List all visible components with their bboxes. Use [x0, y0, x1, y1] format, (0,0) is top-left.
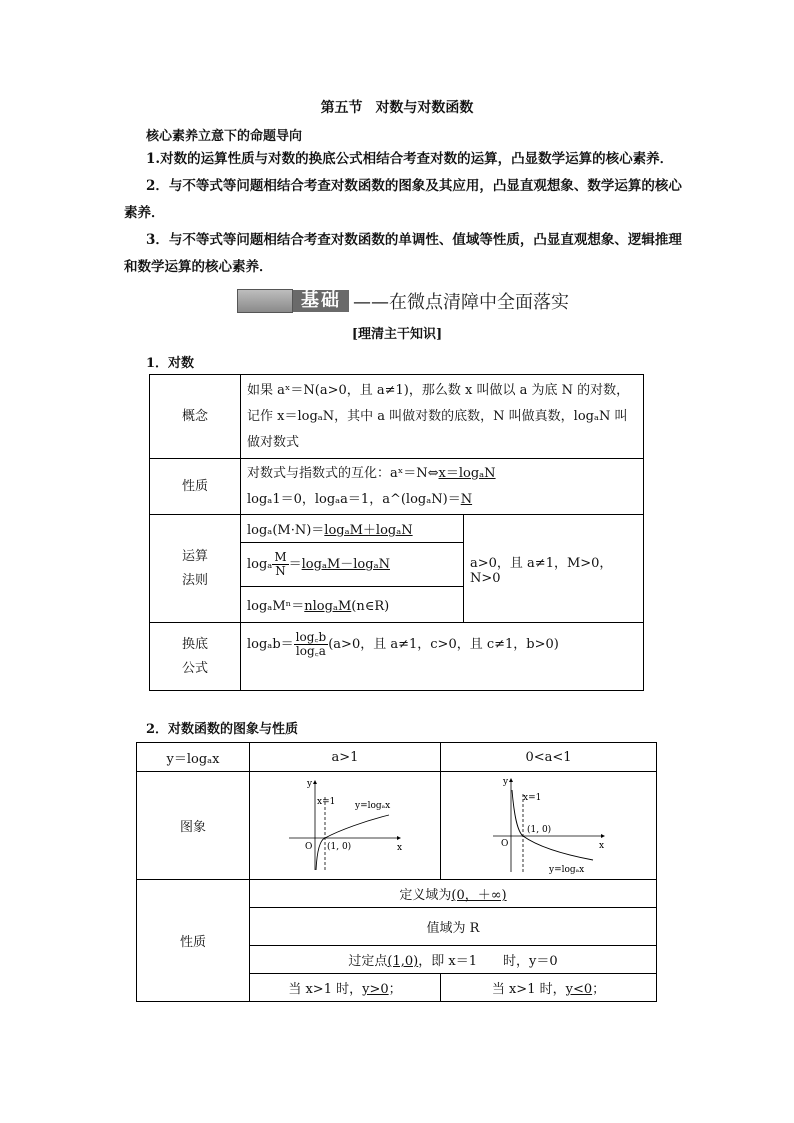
graph-a-gt-1 — [250, 772, 441, 880]
concept-line-2: 记作 x＝logₐN，其中 a 叫做对数的底数，N 叫做真数，logₐN 叫 — [247, 408, 628, 424]
point-answer: (1,0) — [387, 954, 419, 969]
property-line1: 对数式与指数式的互化：aˣ＝N⇔ — [247, 465, 439, 481]
rule2-eq: ＝ — [288, 557, 302, 572]
property-answer1: x＝logₐN — [438, 465, 496, 481]
graph-a-y: y — [307, 778, 313, 789]
gt1-row-b: 当 x>1 时，y<0； — [441, 974, 657, 1002]
rule-1 — [241, 515, 464, 543]
gt1-prefix-a: 当 x>1 时， — [288, 982, 363, 997]
graph-a-curve: y=logₐx — [355, 800, 391, 811]
rules-label — [150, 515, 241, 623]
concept-cell — [241, 375, 644, 459]
change-formula — [241, 623, 644, 691]
concept-label: 概念 — [150, 375, 241, 459]
range-row: 值域为 R — [250, 908, 657, 946]
change-fraction — [294, 631, 329, 658]
rule1-answer: logₐM＋logₐN — [324, 523, 413, 538]
concept-line-1: 如果 aˣ＝N(a>0，且 a≠1)，那么数 x 叫做以 a 为底 N 的对数， — [247, 382, 630, 398]
core-item-1: 1.对数的运算性质与对数的换底公式相结合考查对数的运算，凸显数学运算的核心素养． — [146, 151, 674, 167]
core-heading: 核心素养立意下的命题导向 — [146, 129, 303, 144]
point-suffix: ，即 x＝1 时，y＝0 — [418, 954, 558, 969]
rules-condition: a>0，且 a≠1，M>0，N>0 — [464, 515, 644, 623]
col-a-gt-1: a>1 — [250, 743, 441, 772]
props-label: 性质 — [137, 880, 250, 1002]
banner-bar — [237, 289, 293, 313]
gt1-answer-b: y<0 — [565, 982, 593, 997]
col-a-lt-1: 0<a<1 — [441, 743, 657, 772]
graph-a-origin: O — [305, 841, 313, 852]
property-answer2: N — [460, 491, 473, 507]
rule1-prefix: logₐ(M·N)＝ — [247, 523, 325, 538]
log-table — [149, 374, 644, 691]
section2-heading: 2．对数函数的图象与性质 — [146, 722, 299, 737]
change-label-2: 公式 — [181, 660, 208, 676]
rule2-num: M — [274, 550, 287, 564]
graph-a-x: x — [397, 842, 403, 853]
rules-label-2: 法则 — [181, 572, 208, 588]
change-cond: (a>0，且 a≠1，c>0，且 c≠1，b>0) — [328, 637, 559, 652]
rule2-answer: logₐM－logₐN — [301, 557, 390, 572]
section-number: 第五节 — [320, 100, 363, 116]
rule-3 — [241, 587, 464, 623]
core-item-2: 2．与不等式等问题相结合考查对数函数的图象及其应用，凸显直观想象、数学运算的核心素养． — [124, 178, 682, 221]
change-lhs: logₐb＝ — [247, 637, 294, 652]
change-label-1: 换底 — [181, 636, 208, 652]
subheading: [理清主干知识] — [351, 327, 443, 342]
graph-b-y: y — [502, 776, 508, 787]
banner-label: 基础 — [293, 290, 349, 312]
graph-b-origin: O — [500, 838, 508, 849]
graph-a-point: (1, 0) — [327, 841, 352, 852]
concept-line-3: 做对数式 — [247, 434, 300, 450]
gt1-answer-a: y>0 — [362, 982, 389, 997]
section-banner — [237, 289, 569, 313]
property-label: 性质 — [150, 459, 241, 515]
graph-a-line: x=1 — [317, 796, 336, 807]
domain-row — [250, 880, 657, 908]
property-line2: logₐ1＝0，logₐa＝1，a^(logₐN)＝ — [247, 491, 461, 507]
rule2-log: logₐ — [247, 557, 273, 572]
graph-b-x: x — [598, 840, 604, 851]
property-cell — [241, 459, 644, 515]
domain-prefix: 定义域为 — [399, 888, 452, 903]
banner-subtitle: ——在微点清障中全面落实 — [353, 292, 569, 313]
change-label — [150, 623, 241, 691]
section-topic: 对数与对数函数 — [375, 100, 474, 116]
domain-answer: (0，＋∞) — [451, 888, 507, 903]
rule2-den: N — [275, 564, 286, 578]
graph-b-line: x=1 — [522, 792, 541, 803]
col-func: y＝logₐx — [137, 743, 250, 772]
page-title — [0, 97, 794, 117]
rule-2 — [241, 543, 464, 587]
rules-label-1: 运算 — [181, 548, 208, 564]
rule2-fraction — [272, 551, 288, 578]
change-num: log꜀b — [295, 630, 327, 644]
change-den: log꜀a — [295, 644, 326, 658]
graph-label: 图象 — [137, 772, 250, 880]
gt1-prefix-b: 当 x>1 时， — [491, 982, 566, 997]
core-item-3: 3．与不等式等问题相结合考查对数函数的单调性、值域等性质，凸显直观想象、逻辑推理和数学运算的核心素养． — [124, 232, 682, 275]
gt1-row-a: 当 x>1 时，y>0； — [250, 974, 441, 1002]
rule3-answer: nlogₐM — [304, 599, 352, 614]
graph-b-point: (1, 0) — [526, 824, 551, 835]
section1-heading: 1．对数 — [146, 356, 195, 371]
graph-b-curve: y=logₐx — [548, 864, 584, 875]
point-prefix: 过定点 — [348, 954, 388, 969]
graph-a-lt-1 — [441, 772, 657, 880]
rule3-suffix: (n∈R) — [351, 599, 390, 614]
rule3-prefix: logₐMⁿ＝ — [247, 599, 305, 614]
logfn-table — [136, 742, 657, 1002]
point-row — [250, 946, 657, 974]
